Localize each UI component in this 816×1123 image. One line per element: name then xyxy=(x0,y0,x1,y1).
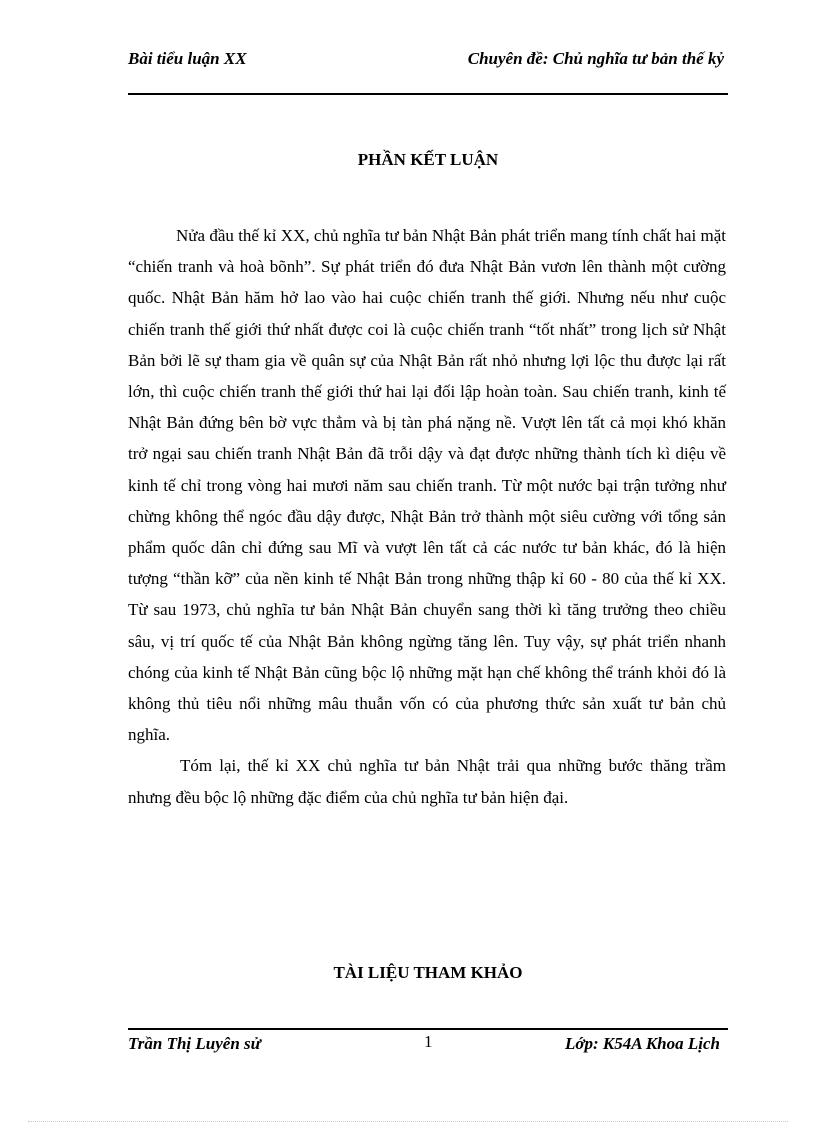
page-number: 1 xyxy=(424,1032,433,1051)
page-footer xyxy=(128,1033,728,1083)
header-right-text: Chuyên đề: Chủ nghĩa tư bản thế kỷ xyxy=(467,49,724,68)
header-divider xyxy=(128,93,728,95)
header-left-text: Bài tiểu luận XX xyxy=(128,49,247,68)
conclusion-body xyxy=(128,220,726,813)
page-header xyxy=(128,48,728,94)
footer-author: Trần Thị Luyên sử xyxy=(128,1034,261,1053)
references-title: TÀI LIỆU THAM KHẢO xyxy=(333,963,523,982)
paragraph-2: Tóm lại, thế kỉ XX chủ nghĩa tư bản Nhật trải qua những bước thăng trầm nhưng đều bộc lộ những đặc điểm của chủ nghĩa tư bản hiện đại. xyxy=(128,756,726,807)
page-edge-divider xyxy=(28,1121,788,1122)
footer-divider xyxy=(128,1028,728,1030)
paragraph-1: Nửa đầu thế kỉ XX, chủ nghĩa tư bản Nhật Bản phát triển mang tính chất hai mặt “chiến tranh và hoà bõnh”. Sự phát triển đó đưa Nhật Bản vươn lên thành một cường quốc. Nhật Bản hăm hở lao vào hai cuộc chiến tranh thế giới. Nhưng nếu như cuộc chiến tranh thế giới thứ nhất được coi là cuộc chiến tranh “tốt nhất” trong lịch sử Nhật Bản bởi lẽ sự tham gia về quân sự của Nhật Bản rất nhỏ nhưng lợi lộc thu được lại rất lớn, thì cuộc chiến tranh thế giới thứ hai lại đối lập hoàn toàn. Sau chiến tranh, kinh tế Nhật Bản đứng bên bờ vực thẳm và bị tàn phá nặng nề. Vượt lên tất cả mọi khó khăn trở ngại sau chiến tranh Nhật Bản đã trỗi dậy và đạt được những thành tích kì diệu về kinh tế chỉ trong vòng hai mươi năm sau chiến tranh. Từ một nước bại trận tưởng như chừng không thể ngóc đầu dậy được, Nhật Bản trở thành một siêu cường với tổng sản phẩm quốc dân chỉ đứng sau Mĩ và vượt lên tất cả các nước tư bản khác, đó là hiện tượng “thần kỡ” của nền kinh tế Nhật Bản trong những thập kỉ 60 - 80 của thế kỉ XX. Từ sau 1973, chủ nghĩa tư bản Nhật Bản chuyển sang thời kì tăng trưởng theo chiều sâu, vị trí quốc tế của Nhật Bản không ngừng tăng lên. Tuy vậy, sự phát triển nhanh chóng của kinh tế Nhật Bản cũng bộc lộ những mặt hạn chế không thể tránh khỏi đó là không thủ tiêu nổi những mâu thuẫn vốn có của phương thức sản xuất tư bản chủ nghĩa. xyxy=(128,226,726,745)
section-title: PHẦN KẾT LUẬN xyxy=(357,150,499,169)
footer-class: Lớp: K54A Khoa Lịch xyxy=(564,1034,720,1053)
